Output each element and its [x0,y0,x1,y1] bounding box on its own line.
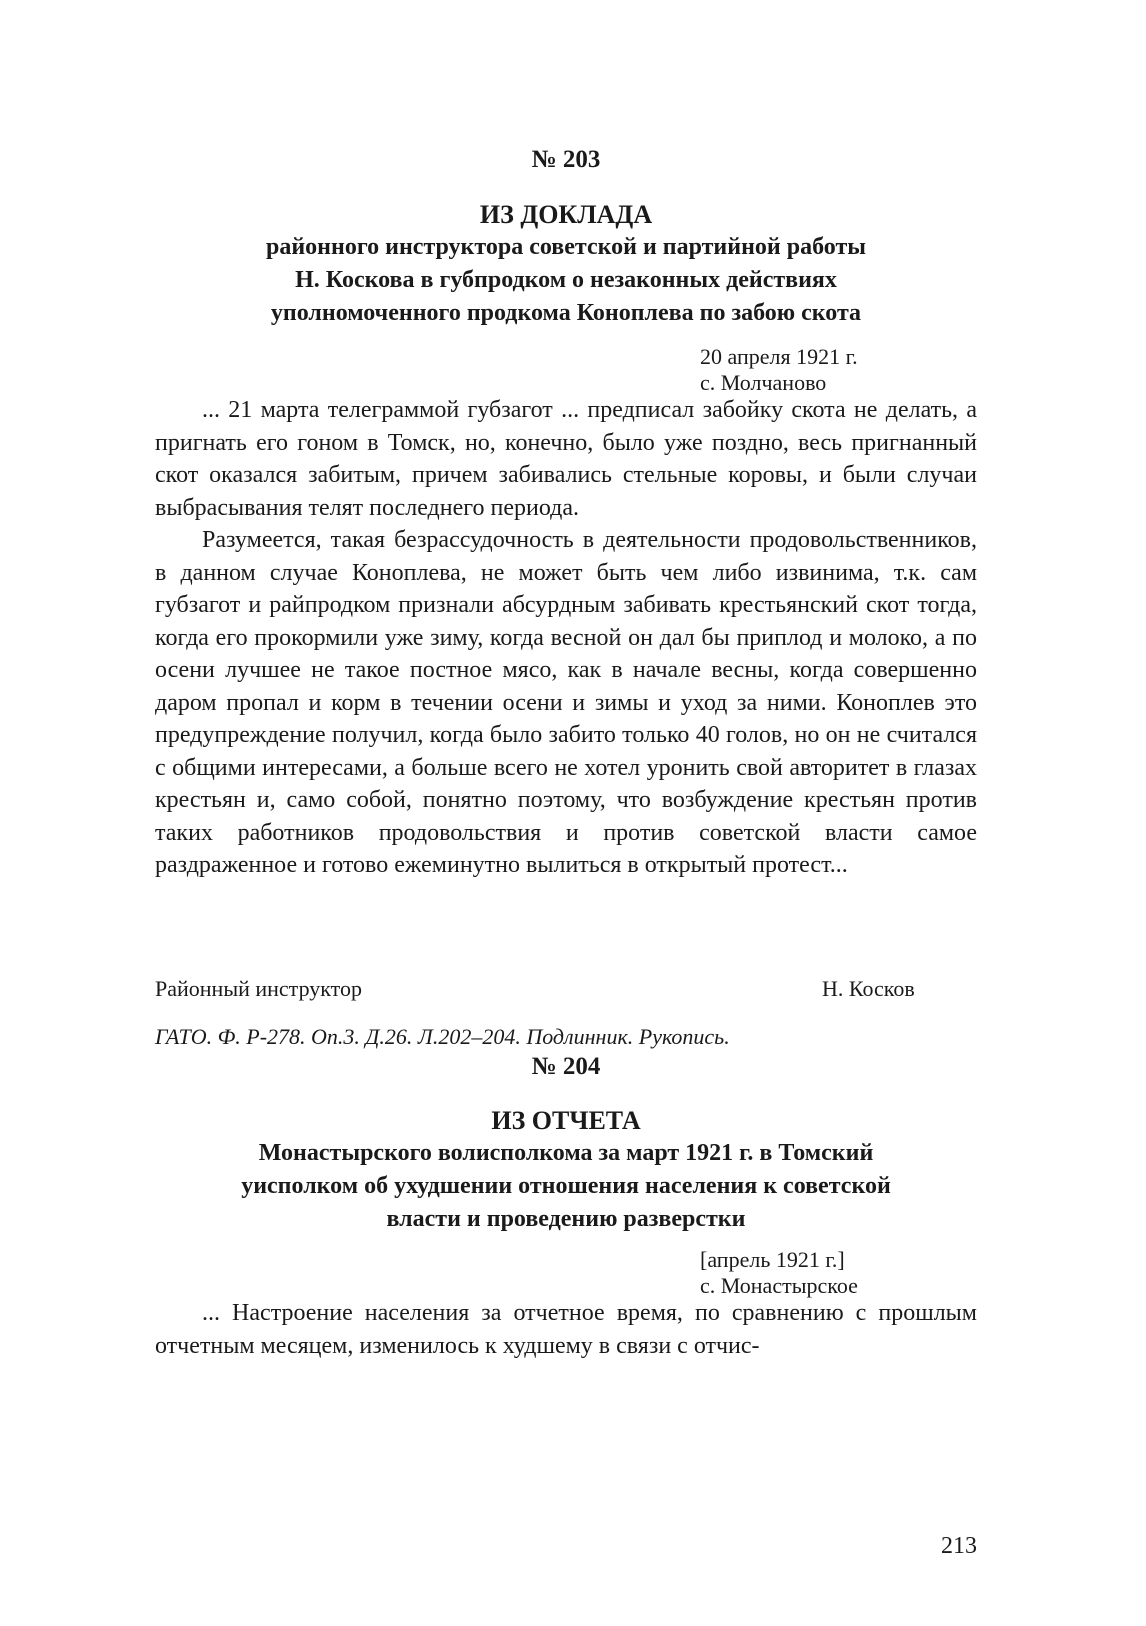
doc1-title: ИЗ ДОКЛАДА [479,200,653,229]
doc1-dateline [700,344,1000,396]
doc1-number: № 203 [531,146,601,173]
doc2-number: № 204 [531,1053,601,1080]
doc2-place: с. Монастырское [700,1273,858,1298]
doc2-subtitle [155,1137,977,1236]
doc1-subtitle-line: уполномоченного продкома Коноплева по забою скота [270,300,862,326]
doc1-subtitle-line: Н. Коскова в губпродком о незаконных действиях [295,267,837,293]
doc1-signature-role: Районный инструктор [155,976,363,1001]
page-number: 213 [941,1533,977,1559]
doc2-title: ИЗ ОТЧЕТА [491,1106,641,1135]
doc1-body [155,394,977,882]
doc2-subtitle-line: Монастырского волисполкома за март 1921 г. в Томский [258,1140,874,1166]
doc2-paragraph: ... Настроение населения за отчетное время, по сравнению с прошлым отчетным месяцем, изменилось к худшему в связи с отчис- [155,1300,977,1359]
doc1-place: с. Молчаново [700,370,827,395]
doc2-subtitle-line: уисполком об ухудшении отношения населения к советской [241,1173,891,1199]
doc1-signature-name: Н. Косков [822,976,915,1001]
doc1-paragraph: Разумеется, такая безрассудочность в деятельности продовольственников, в данном случае Коноплева, не может быть чем либо извинима, т.к. сам губзагот и райпродком признали абсурдным забивать крестьянский скот тогда, когда его прокормили уже зиму, когда весной он дал бы приплод и молоко, а по осени лучшее не такое постное мясо, как в начале весны, когда совершенно даром пропал и корм в течении осени и зимы и уход за ними. Коноплев это предупреждение получил, когда было забито только 40 голов, но он не считался с общими интересами, а больше всего не хотел уронить свой авторитет в глазах крестьян и, само собой, понятно поэтому, что возбуждение крестьян против таких работников продовольствия и против советской власти самое раздраженное и готово ежеминутно вылиться в открытый протест... [155,527,977,878]
doc1-archive-source: ГАТО. Ф. Р-278. Оп.3. Д.26. Л.202–204. Подлинник. Рукопись. [155,1024,730,1049]
doc2-subtitle-line: власти и проведению разверстки [386,1206,746,1232]
doc2-date: [апрель 1921 г.] [700,1247,845,1272]
doc1-date: 20 апреля 1921 г. [700,344,858,369]
doc2-dateline [700,1247,1000,1299]
doc2-body [155,1297,977,1362]
doc1-paragraph: ... 21 марта телеграммой губзагот ... предписал забойку скота не делать, а пригнать его гоном в Томск, но, конечно, было уже поздно, весь пригнанный скот оказался забитым, причем забивались стельные коровы, и были случаи выбрасывания телят последнего периода. [155,397,977,521]
doc1-subtitle [155,231,977,330]
doc1-subtitle-line: районного инструктора советской и партийной работы [266,234,866,260]
